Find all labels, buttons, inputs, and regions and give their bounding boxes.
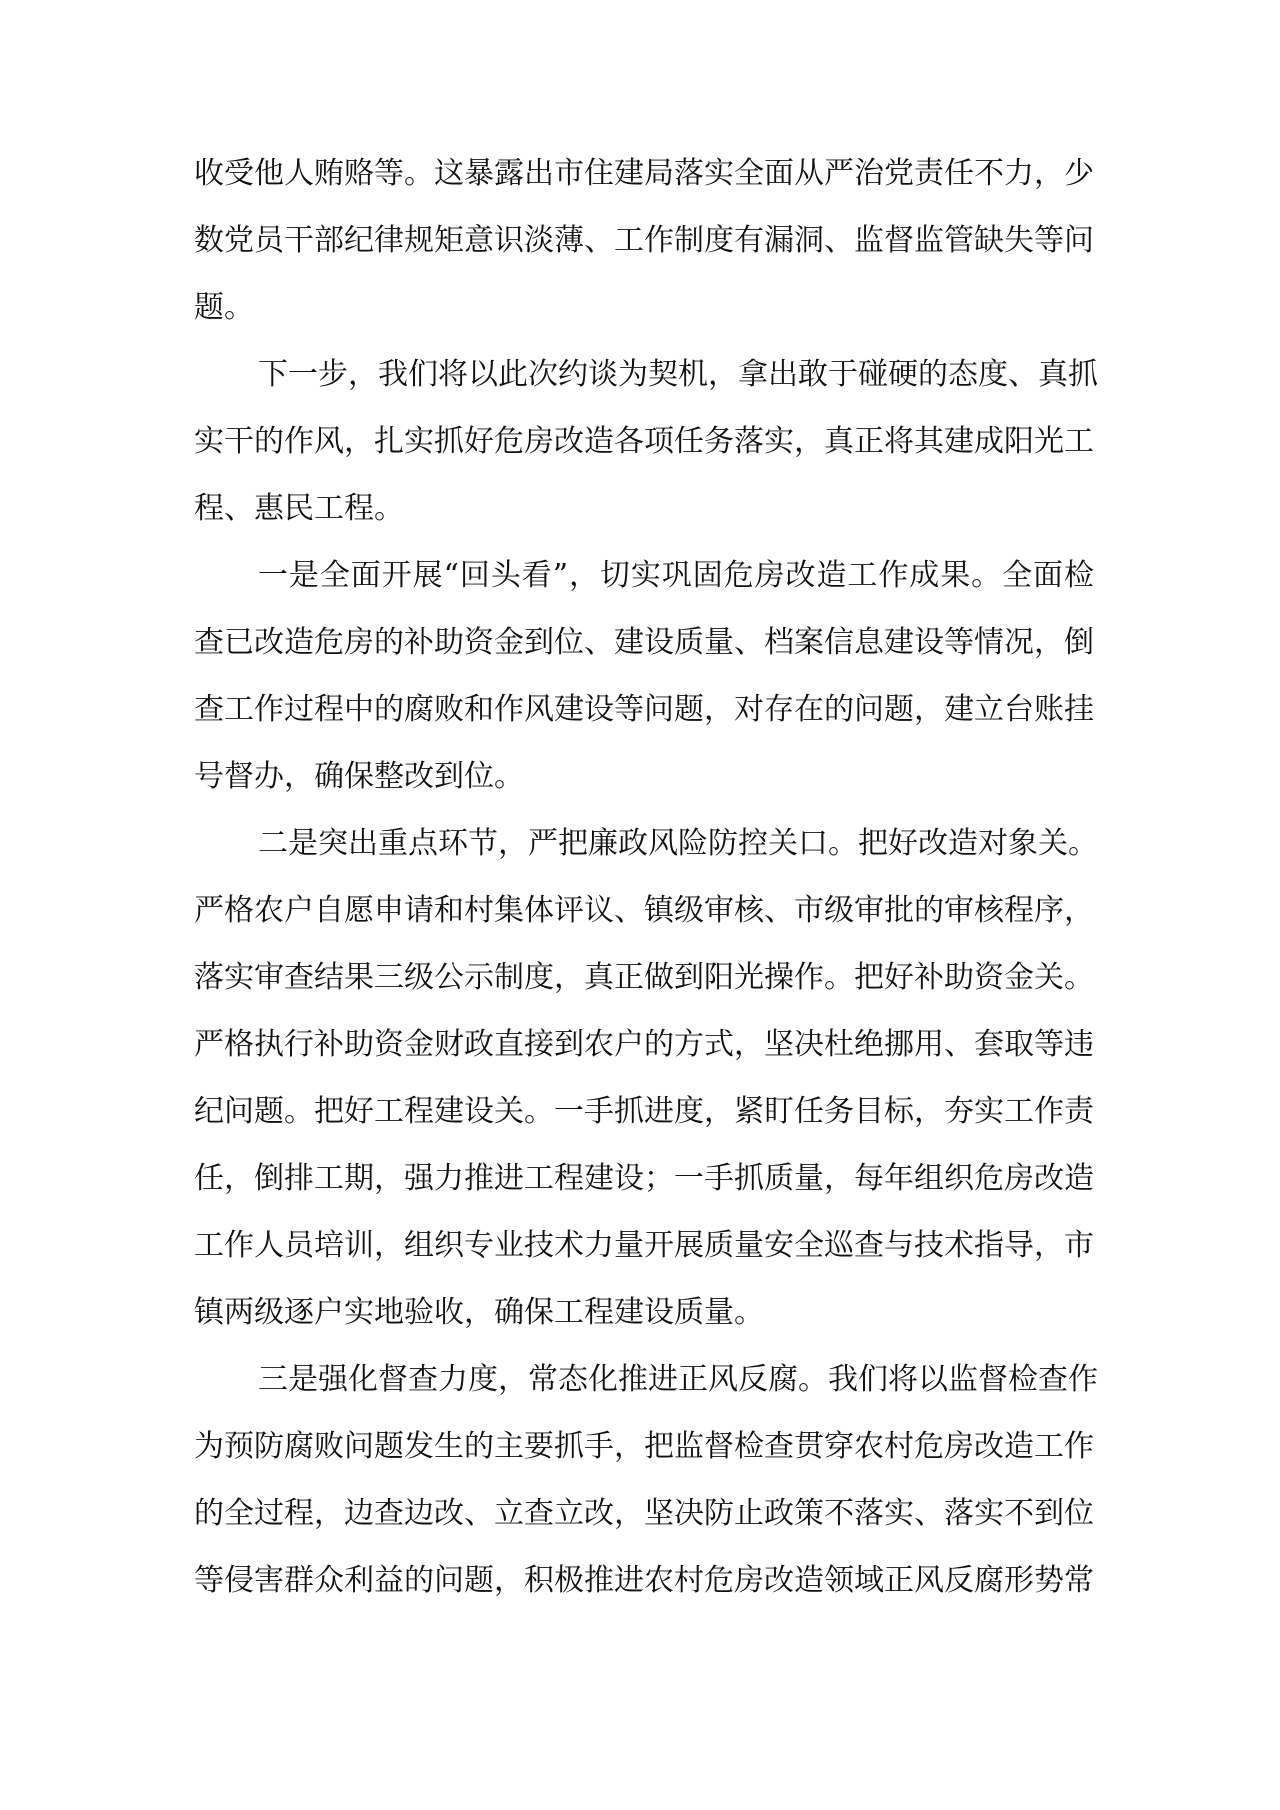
text-line: 镇两级逐户实地验收，确保工程建设质量。	[194, 1295, 764, 1330]
text-line: 数党员干部纪律规矩意识淡薄、工作制度有漏洞、监督监管缺失等问	[194, 223, 1094, 258]
text-line: 查工作过程中的腐败和作风建设等问题，对存在的问题，建立台账挂	[194, 692, 1094, 727]
text-line: 的全过程，边查边改、立查立改，坚决防止政策不落实、落实不到位	[194, 1496, 1094, 1531]
text-line: 工作人员培训，组织专业技术力量开展质量安全巡查与技术指导，市	[194, 1228, 1094, 1263]
text-line: 纪问题。把好工程建设关。一手抓进度，紧盯任务目标，夯实工作责	[194, 1094, 1094, 1129]
text-line: 等侵害群众利益的问题，积极推进农村危房改造领域正风反腐形势常	[194, 1563, 1094, 1598]
text-line: 任，倒排工期，强力推进工程建设；一手抓质量，每年组织危房改造	[194, 1161, 1094, 1196]
text-line: 落实审查结果三级公示制度，真正做到阳光操作。把好补助资金关。	[194, 960, 1094, 995]
text-line: 查已改造危房的补助资金到位、建设质量、档案信息建设等情况，倒	[194, 625, 1094, 660]
paragraph-3	[194, 542, 1094, 810]
text-line: 为预防腐败问题发生的主要抓手，把监督检查贯穿农村危房改造工作	[194, 1429, 1094, 1464]
text-line: 下一步，我们将以此次约谈为契机，拿出敢于碰硬的态度、真抓	[258, 357, 1098, 392]
text-line: 严格农户自愿申请和村集体评议、镇级审核、市级审批的审核程序，	[194, 893, 1094, 928]
paragraph-2	[194, 341, 1098, 542]
text-line: 号督办，确保整改到位。	[194, 759, 524, 794]
text-line: 实干的作风，扎实抓好危房改造各项任务落实，真正将其建成阳光工	[194, 424, 1094, 459]
text-line: 一是全面开展“回头看”，切实巩固危房改造工作成果。全面检	[258, 558, 1094, 593]
text-line: 收受他人贿赂等。这暴露出市住建局落实全面从严治党责任不力，少	[194, 156, 1094, 191]
paragraph-1	[194, 140, 1094, 341]
text-line: 二是突出重点环节，严把廉政风险防控关口。把好改造对象关。	[258, 826, 1098, 861]
text-line: 程、惠民工程。	[194, 491, 404, 526]
document-body	[194, 140, 1098, 1614]
paragraph-4	[194, 810, 1098, 1346]
text-line: 题。	[194, 290, 254, 325]
paragraph-5	[194, 1346, 1098, 1614]
text-line: 严格执行补助资金财政直接到农户的方式，坚决杜绝挪用、套取等违	[194, 1027, 1094, 1062]
text-line: 三是强化督查力度，常态化推进正风反腐。我们将以监督检查作	[258, 1362, 1098, 1397]
